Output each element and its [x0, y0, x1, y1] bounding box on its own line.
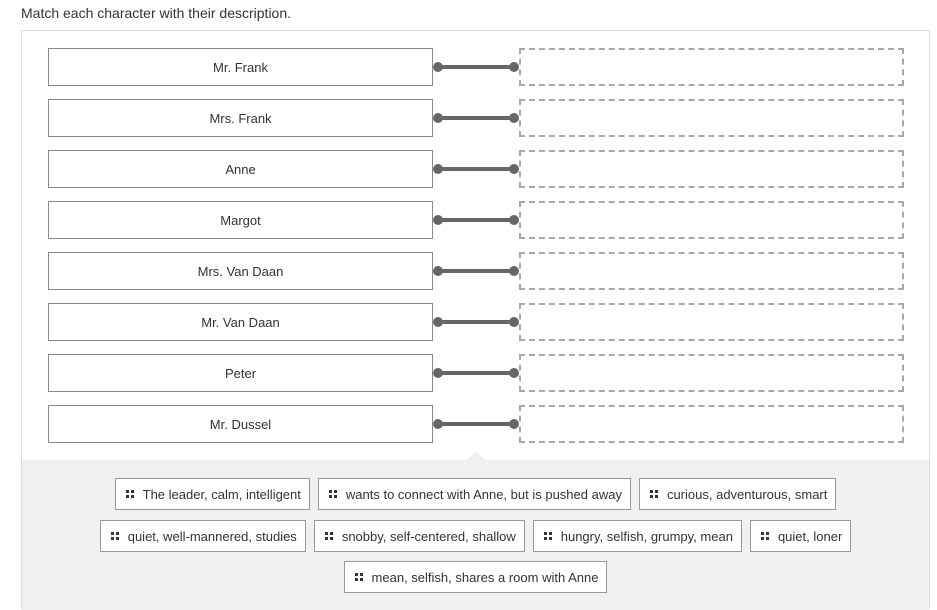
answer-chip[interactable]	[115, 478, 310, 510]
match-row	[48, 201, 906, 239]
drop-zone[interactable]	[519, 48, 904, 86]
answer-bank-row	[22, 520, 929, 552]
answer-chip[interactable]	[314, 520, 525, 552]
connector	[433, 62, 519, 72]
answer-bank-row	[22, 478, 929, 510]
match-row	[48, 252, 906, 290]
answer-chip[interactable]	[318, 478, 631, 510]
drag-handle-icon	[325, 532, 333, 540]
match-rows	[48, 48, 906, 456]
match-row	[48, 99, 906, 137]
chip-label: quiet, loner	[777, 528, 843, 544]
drop-zone[interactable]	[519, 354, 904, 392]
drag-handle-icon	[544, 532, 552, 540]
drag-handle-icon	[355, 573, 363, 581]
drag-handle-icon	[111, 532, 119, 540]
drop-zone[interactable]	[519, 252, 904, 290]
answer-chip[interactable]	[344, 561, 608, 593]
term-box: Mrs. Van Daan	[48, 252, 433, 290]
chip-label: wants to connect with Anne, but is pushed away	[345, 486, 622, 502]
drop-zone[interactable]	[519, 303, 904, 341]
chip-label: The leader, calm, intelligent	[142, 486, 301, 502]
chip-label: snobby, self-centered, shallow	[341, 528, 516, 544]
connector	[433, 266, 519, 276]
drop-zone[interactable]	[519, 150, 904, 188]
answer-chip[interactable]	[750, 520, 851, 552]
answer-chip[interactable]	[639, 478, 836, 510]
match-row	[48, 150, 906, 188]
drag-handle-icon	[761, 532, 769, 540]
drag-handle-icon	[126, 490, 134, 498]
connector	[433, 215, 519, 225]
chip-label: quiet, well-mannered, studies	[127, 528, 297, 544]
answer-bank-row	[22, 561, 929, 593]
chip-label: curious, adventurous, smart	[666, 486, 828, 502]
drop-zone[interactable]	[519, 405, 904, 443]
term-box: Anne	[48, 150, 433, 188]
match-row	[48, 354, 906, 392]
answer-bank	[22, 460, 929, 610]
match-row	[48, 303, 906, 341]
connector	[433, 368, 519, 378]
drag-handle-icon	[650, 490, 658, 498]
term-box: Mr. Dussel	[48, 405, 433, 443]
match-row	[48, 48, 906, 86]
term-box: Mrs. Frank	[48, 99, 433, 137]
connector	[433, 113, 519, 123]
match-row	[48, 405, 906, 443]
answer-chip[interactable]	[100, 520, 306, 552]
drag-handle-icon	[329, 490, 337, 498]
matching-panel	[21, 30, 930, 609]
term-box: Mr. Frank	[48, 48, 433, 86]
term-box: Margot	[48, 201, 433, 239]
connector	[433, 317, 519, 327]
connector	[433, 164, 519, 174]
chip-label: hungry, selfish, grumpy, mean	[560, 528, 733, 544]
bank-notch	[467, 451, 485, 460]
drop-zone[interactable]	[519, 99, 904, 137]
connector	[433, 419, 519, 429]
term-box: Mr. Van Daan	[48, 303, 433, 341]
chip-label: mean, selfish, shares a room with Anne	[371, 569, 599, 585]
question-prompt: Match each character with their description.	[21, 5, 292, 21]
drop-zone[interactable]	[519, 201, 904, 239]
term-box: Peter	[48, 354, 433, 392]
answer-chip[interactable]	[533, 520, 742, 552]
